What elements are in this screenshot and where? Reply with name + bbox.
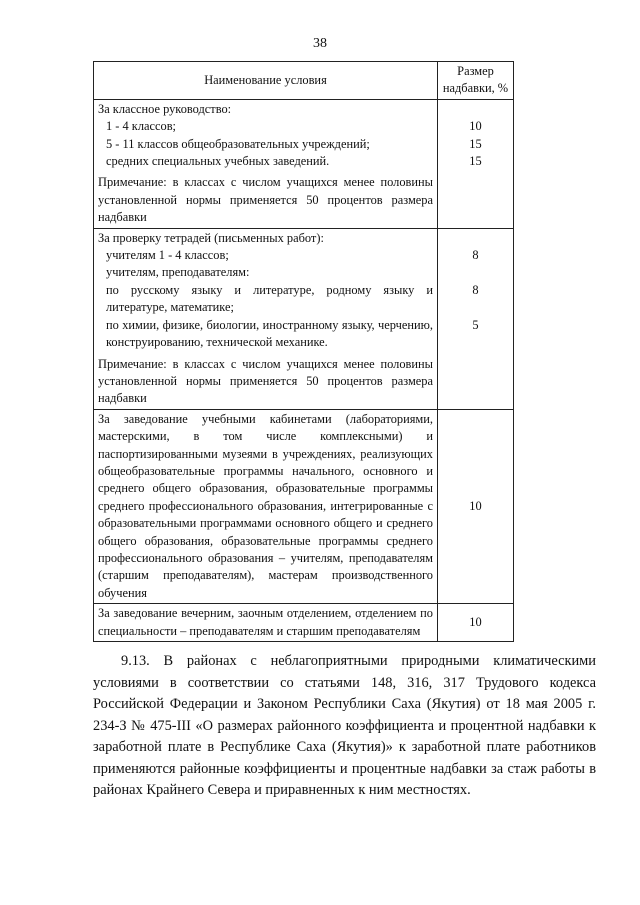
text-line: среднего профессионального образования, интегрированные с — [98, 498, 433, 513]
text-line: обучения — [98, 585, 147, 600]
value: 10 — [469, 119, 482, 134]
text-line: За заведование вечерним, заочным отделением, отделением по — [98, 606, 433, 621]
note-line: Примечание: в классах с числом учащихся менее половины — [98, 356, 433, 371]
page-number: 38 — [313, 36, 327, 51]
text-line: среднего общего образования, образовательные программы — [98, 481, 433, 496]
conditions-table — [93, 61, 514, 642]
note-line: надбавки — [98, 210, 147, 225]
class-management-cell — [94, 99, 438, 228]
list-item: 5 - 11 классов общеобразовательных учреждений; — [106, 136, 370, 151]
notebooks-values — [438, 228, 514, 409]
class-management-values — [438, 99, 514, 228]
header-size — [438, 62, 514, 100]
table-row-evening — [94, 604, 514, 642]
list-item: средних специальных учебных заведений. — [106, 154, 330, 169]
value: 8 — [472, 248, 479, 263]
note-line: Примечание: в классах с числом учащихся менее половины — [98, 175, 433, 190]
header-size-line2: надбавки, % — [442, 81, 509, 96]
list-item: 1 - 4 классов; — [106, 119, 176, 134]
evening-cell — [94, 604, 438, 642]
text-line: общего образования, образовательные программы среднего — [98, 533, 433, 548]
header-condition: Наименование условия — [94, 62, 438, 100]
value: 10 — [438, 409, 514, 603]
value: 15 — [469, 136, 482, 151]
text-line: общеобразовательные программы начального, основного и — [98, 463, 433, 478]
header-size-line1: Размер — [457, 64, 494, 78]
note-line: установленной нормы применяется 50 процентов размера — [98, 192, 433, 207]
list-item: учителям, преподавателям: — [106, 265, 250, 280]
list-item: учителям 1 - 4 классов; — [106, 248, 229, 263]
text-line: За заведование учебными кабинетами (лабораториями, — [98, 411, 433, 426]
section-title: За проверку тетрадей (письменных работ): — [98, 230, 324, 245]
value: 5 — [472, 317, 479, 332]
paragraph-text: 9.13. В районах с неблагоприятными природными климатическими условиями в соответствии со статьями 148, 316, 317 Трудового кодекса Российской Федерации и Законом Республики Саха (Якутия) от 18 мая 2005 г. 234-З № 475-III «О размерах районного коэффициента и процентной надбавки к заработной плате в Республике Саха (Якутия)» к заработной плате работников применяются районные коэффициенты и процентные надбавки за стаж работы в районах Крайнего Севера и приравненных к ним местностях. — [93, 653, 596, 798]
note-line: установленной нормы применяется 50 процентов размера — [98, 373, 433, 388]
table-row-class-management — [94, 99, 514, 228]
table-header-row — [94, 62, 514, 100]
text-line: образовательными программами основного общего и среднего — [98, 516, 433, 531]
value: 8 — [472, 282, 479, 297]
text-line: профессионального образования – учителям, преподавателям — [98, 550, 433, 565]
paragraph-9-13 — [93, 651, 596, 802]
table-row-notebooks — [94, 228, 514, 409]
section-title: За классное руководство: — [98, 101, 232, 116]
list-item: по химии, физике, биологии, иностранному языку, черчению, — [106, 317, 433, 332]
note-line: надбавки — [98, 391, 147, 406]
text-line: мастерскими, в том числе комплексными) и — [98, 429, 433, 444]
value: 15 — [469, 154, 482, 169]
value: 10 — [438, 604, 514, 642]
text-line: специальности – преподавателям и старшим преподавателям — [98, 623, 421, 638]
notebooks-cell — [94, 228, 438, 409]
list-item: литературе, математике; — [106, 300, 234, 315]
cabinets-cell — [94, 409, 438, 603]
table-row-cabinets — [94, 409, 514, 603]
text-line: (старшим преподавателям), мастерам производственного — [98, 568, 433, 583]
text-line: паспортизированными музеями в учреждениях, реализующих — [98, 446, 433, 461]
list-item: по русскому языку и литературе, родному языку и — [106, 282, 433, 297]
list-item: конструированию, технической механике. — [106, 335, 328, 350]
